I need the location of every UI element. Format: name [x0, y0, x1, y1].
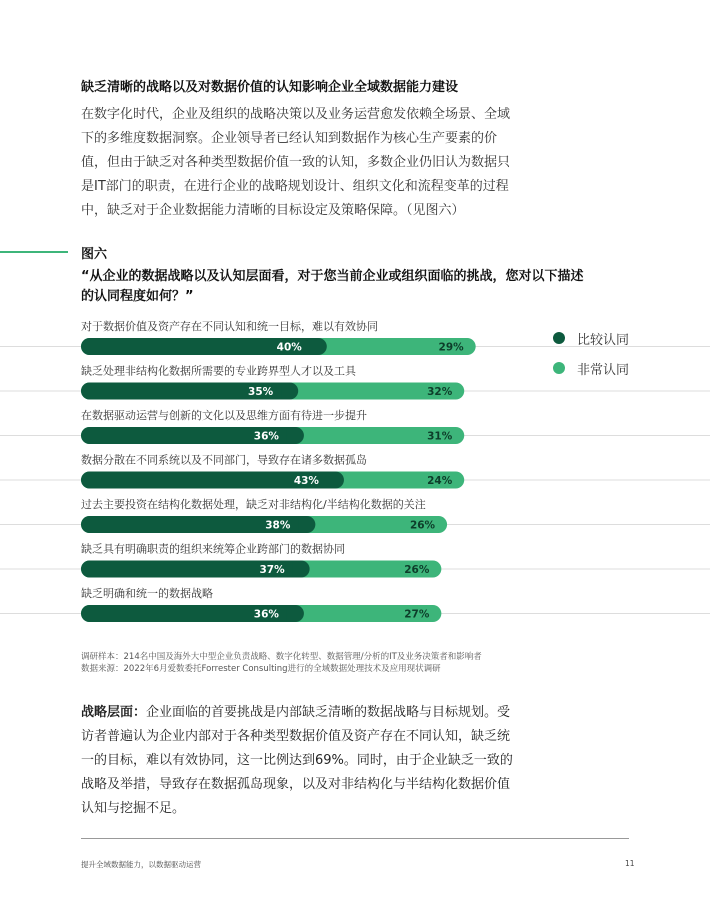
category-label: 缺乏具有明确职责的组织来统筹企业跨部门的数据协同 — [81, 542, 345, 556]
summary-lead: 战略层面： — [81, 705, 147, 720]
figure-label: 图六 — [81, 247, 108, 262]
data-label: 29% — [438, 341, 464, 354]
intro-paragraph — [81, 103, 643, 223]
survey-question — [81, 267, 641, 307]
summary-line: 战略及举措，导致存在数据孤岛现象，以及对非结构化与半结构化数据价值 — [81, 777, 511, 792]
category-label: 过去主要投资在结构化数据处理，缺乏对非结构化/半结构化数据的关注 — [81, 498, 426, 511]
section-heading: 缺乏清晰的战略以及对数据价值的认知影响企业全域数据能力建设 — [81, 80, 459, 95]
legend-item-series-2 — [553, 358, 629, 378]
footer-text: 提升全域数据能力，以数据驱动运营 — [81, 860, 201, 869]
data-label: 38% — [265, 519, 291, 532]
chart-legend — [553, 328, 629, 388]
question-line: “从企业的数据战略以及认知层面看，对于您当前企业或组织面临的挑战，您对以下描述 — [81, 269, 584, 284]
legend-swatch-series-2 — [553, 362, 565, 374]
intro-line: 在数字化时代，企业及组织的战略决策以及业务运营愈发依赖全场景、全域 — [81, 107, 511, 122]
data-label: 26% — [409, 519, 436, 532]
category-label: 缺乏明确和统一的数据战略 — [81, 587, 213, 600]
summary-line: 访者普遍认为企业内部对于各种类型数据价值及资产存在不同认知，缺乏统 — [81, 729, 511, 744]
category-label: 数据分散在不同系统以及不同部门，导致存在诸多数据孤岛 — [81, 453, 367, 467]
category-label: 在数据驱动运营与创新的文化以及思维方面有待进一步提升 — [81, 409, 367, 422]
legend-label-series-2: 非常认同 — [577, 362, 630, 378]
summary-paragraph — [81, 701, 643, 821]
accent-line — [0, 251, 68, 253]
data-label: 26% — [404, 564, 430, 576]
data-label: 27% — [404, 608, 430, 621]
summary-text: 企业面临的首要挑战是内部缺乏清晰的数据战略与目标规划。受 — [146, 705, 511, 720]
data-label: 40% — [276, 341, 302, 354]
legend-label-series-1: 比较认同 — [577, 332, 630, 348]
question-line: 的认同程度如何？” — [81, 289, 194, 304]
sample-note: 调研样本：214名中国及海外大中型企业负责战略、数字化转型、数据管理/分析的IT及业务决策者和影响者 — [81, 652, 482, 662]
category-label: 对于数据价值及资产存在不同认知和统一目标，难以有效协同 — [81, 320, 378, 333]
data-label: 43% — [293, 475, 319, 487]
summary-line — [81, 701, 643, 725]
category-label: 缺乏处理非结构化数据所需要的专业跨界型人才以及工具 — [81, 364, 356, 378]
data-label: 24% — [427, 475, 453, 487]
summary-line: 一的目标，难以有效协同，这一比例达到69%。同时，由于企业缺乏一致的 — [81, 753, 513, 768]
data-label: 36% — [253, 430, 279, 443]
legend-item-series-1 — [553, 328, 629, 348]
intro-line: 下的多维度数据洞察。企业领导者已经认知到数据作为核心生产要素的价 — [81, 131, 498, 146]
data-label: 32% — [427, 386, 453, 398]
intro-line: 是IT部门的职责，在进行企业的战略规划设计、组织文化和流程变革的过程 — [81, 179, 509, 194]
footer-divider — [81, 838, 629, 839]
chart-notes — [81, 651, 482, 675]
data-label: 35% — [248, 386, 274, 398]
source-note: 数据来源：2022年6月爱数委托Forrester Consulting进行的全域数据处理技术及应用现状调研 — [81, 664, 441, 674]
intro-line: 中，缺乏对于企业数据能力清晰的目标设定及策略保障。（见图六） — [81, 203, 465, 218]
page-number: 11 — [625, 859, 635, 868]
data-label: 31% — [427, 430, 453, 443]
bar-segment-1-fill — [90, 472, 327, 489]
data-label: 37% — [259, 564, 285, 576]
legend-swatch-series-1 — [553, 332, 565, 344]
data-label: 36% — [253, 608, 279, 621]
summary-line: 认知与挖掘不足。 — [81, 801, 186, 816]
intro-line: 值，但由于缺乏对各种类型数据价值一致的认知，多数企业仍旧认为数据只 — [81, 155, 511, 170]
